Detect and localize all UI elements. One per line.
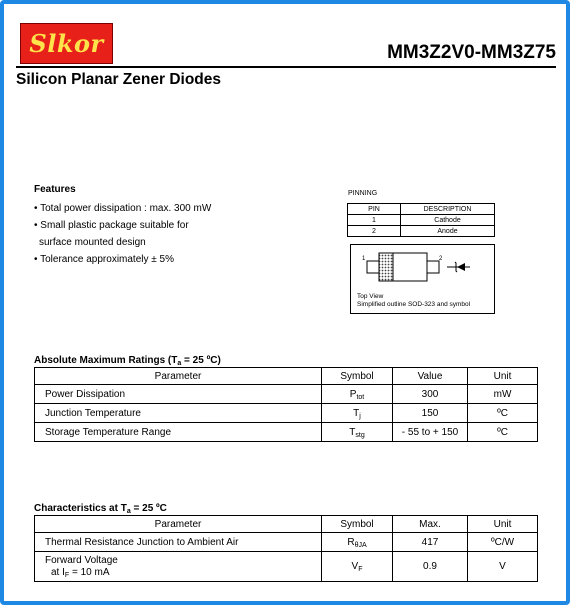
table-row xyxy=(35,423,538,442)
zener-diode-symbol-icon xyxy=(447,262,470,272)
symbol-cell: $T_j$ xyxy=(322,404,393,423)
col-header: Unit xyxy=(468,368,538,385)
col-header: Value xyxy=(393,368,468,385)
pin-cell: 1 xyxy=(348,215,401,226)
header-divider xyxy=(16,66,556,68)
cathode-band xyxy=(379,253,393,281)
table-header-row xyxy=(35,516,538,533)
table-row xyxy=(35,533,538,552)
value-cell: 417 xyxy=(393,533,468,552)
features-list xyxy=(34,200,264,268)
feature-item: • Small plastic package suitable for xyxy=(34,220,189,231)
sod323-outline-diagram xyxy=(351,245,494,291)
col-header: Symbol xyxy=(322,368,393,385)
caption-line: Top View xyxy=(357,293,384,300)
value-cell: 300 xyxy=(393,385,468,404)
col-header: Unit xyxy=(468,516,538,533)
slkor-logo xyxy=(20,23,113,64)
lead-left xyxy=(367,261,379,273)
parameter-cell: Thermal Resistance Junction to Ambient Air xyxy=(35,533,322,552)
pin-col-header: PIN xyxy=(348,204,401,215)
parameter-cell: Forward Voltage at $I_F = 10$ mA xyxy=(35,552,322,582)
table-row xyxy=(348,226,495,237)
pinning-label: PINNING xyxy=(348,190,378,197)
col-header: Parameter xyxy=(35,368,322,385)
symbol-cell: $T_{stg}$ xyxy=(322,423,393,442)
lead-right xyxy=(427,261,439,273)
parameter-cell: Storage Temperature Range xyxy=(35,423,322,442)
parameter-cell: Power Dissipation xyxy=(35,385,322,404)
value-cell: 0.9 xyxy=(393,552,468,582)
description-cell: Cathode xyxy=(401,215,495,226)
symbol-cell: $P_{tot}$ xyxy=(322,385,393,404)
col-header: Max. xyxy=(393,516,468,533)
table-row xyxy=(348,215,495,226)
pin1-label: 1 xyxy=(362,256,366,262)
characteristics-table xyxy=(34,515,538,582)
pin-cell: 2 xyxy=(348,226,401,237)
characteristics-heading: Characteristics at $T_a = 25$ ºC xyxy=(34,503,167,515)
absolute-ratings-table xyxy=(34,367,538,442)
features-heading: Features xyxy=(34,184,76,195)
absolute-ratings-heading: Absolute Maximum Ratings ($T_a = 25$ ºC) xyxy=(34,355,221,367)
value-cell: - 55 to + 150 xyxy=(393,423,468,442)
feature-item: • Tolerance approximately ± 5% xyxy=(34,254,174,265)
pin2-label: 2 xyxy=(439,256,443,262)
table-header-row xyxy=(348,204,495,215)
package-outline-box xyxy=(350,244,495,314)
caption-line: Simplified outline SOD-323 and symbol xyxy=(357,301,471,308)
unit-cell: mW xyxy=(468,385,538,404)
part-number: MM3Z2V0-MM3Z75 xyxy=(387,42,556,63)
pinning-table xyxy=(347,203,495,237)
unit-cell: ºC xyxy=(468,404,538,423)
table-header-row xyxy=(35,368,538,385)
table-row xyxy=(35,385,538,404)
description-cell: Anode xyxy=(401,226,495,237)
parameter-cell: Junction Temperature xyxy=(35,404,322,423)
unit-cell: ºC/W xyxy=(468,533,538,552)
unit-cell: V xyxy=(468,552,538,582)
symbol-cell: $R_{\theta JA}$ xyxy=(322,533,393,552)
package-caption xyxy=(357,293,470,309)
logo-text: Slkor xyxy=(29,29,104,58)
feature-item: • Total power dissipation : max. 300 mW xyxy=(34,203,212,214)
value-cell: 150 xyxy=(393,404,468,423)
page-title: Silicon Planar Zener Diodes xyxy=(16,71,222,88)
symbol-cell: $V_F$ xyxy=(322,552,393,582)
col-header: Parameter xyxy=(35,516,322,533)
col-header: Symbol xyxy=(322,516,393,533)
description-col-header: DESCRIPTION xyxy=(401,204,495,215)
table-row xyxy=(35,404,538,423)
unit-cell: ºC xyxy=(468,423,538,442)
table-row xyxy=(35,552,538,582)
feature-item: surface mounted design xyxy=(39,237,146,248)
